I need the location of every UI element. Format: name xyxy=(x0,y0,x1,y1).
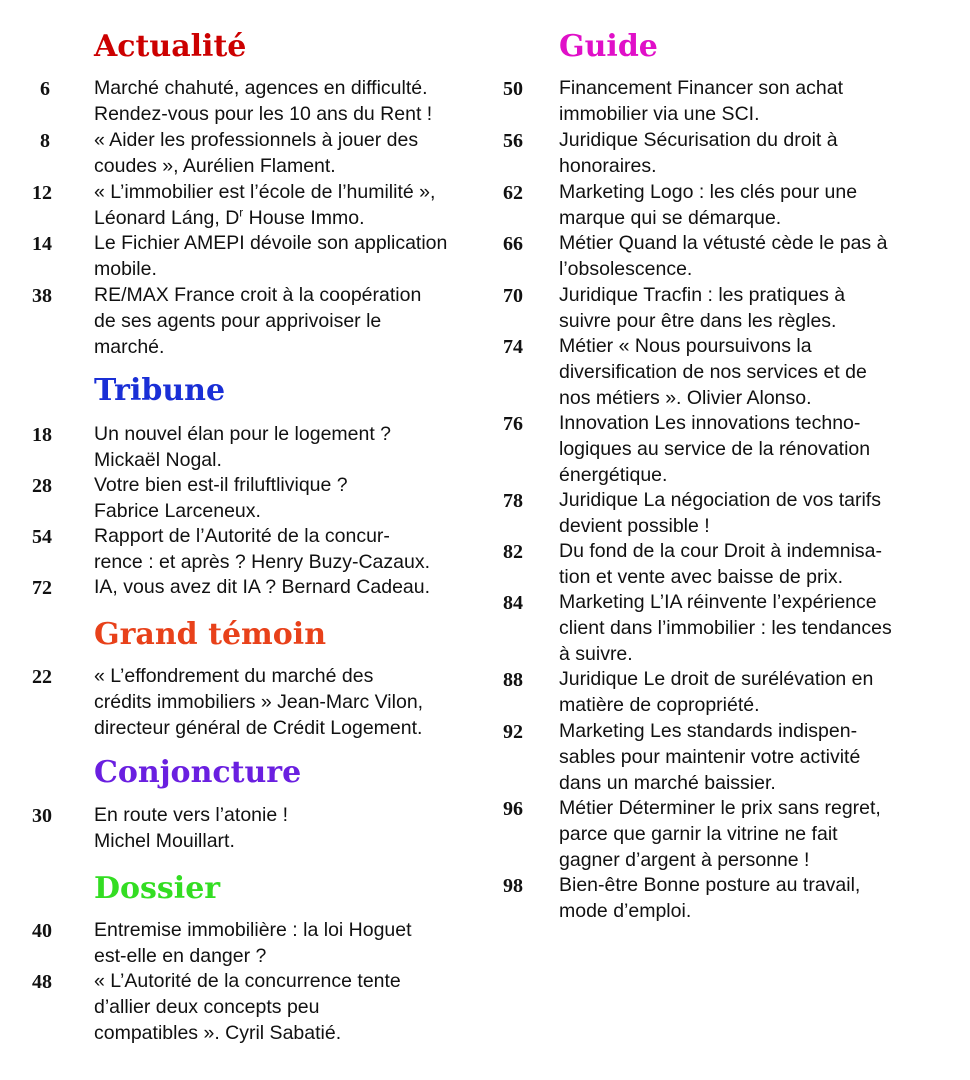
page-number: 78 xyxy=(503,490,523,512)
entry-text: Financement Financer son achat immobilier via une SCI. xyxy=(559,77,843,125)
entry-text: Marketing Logo : les clés pour une marque qui se démarque. xyxy=(559,181,858,229)
section-title-tribune: Tribune xyxy=(94,373,226,408)
entry-text: Marketing L’IA réinvente l’expérience client dans l’immobilier : les tendances à suivre. xyxy=(559,591,892,665)
entry-text: Bien-être Bonne posture au travail, mode d’emploi. xyxy=(559,874,861,922)
entry-text: Votre bien est-il friluftlivique ? Fabrice Larceneux. xyxy=(94,474,348,522)
page-number: 98 xyxy=(503,875,523,897)
page-number: 72 xyxy=(32,577,52,599)
entry-text: Du fond de la cour Droit à indemnisa- tion et vente avec baisse de prix. xyxy=(559,540,882,588)
page-number: 18 xyxy=(32,424,52,446)
entry-text: Marché chahuté, agences en difficulté. Rendez-vous pour les 10 ans du Rent ! xyxy=(94,77,433,125)
entry-text: En route vers l’atonie ! Michel Mouillart. xyxy=(94,804,289,852)
page-number: 96 xyxy=(503,798,523,820)
page-number: 92 xyxy=(503,721,523,743)
page-number: 84 xyxy=(503,592,523,614)
page-number: 76 xyxy=(503,413,523,435)
page-number: 28 xyxy=(32,475,52,497)
page-number: 48 xyxy=(32,971,52,993)
section-title-actualite: Actualité xyxy=(94,29,247,64)
entry-text: Un nouvel élan pour le logement ? Mickaël Nogal. xyxy=(94,423,392,471)
section-title-guide: Guide xyxy=(559,29,658,64)
entry-text: Marketing Les standards indispen- sables pour maintenir votre activité dans un marché baissier. xyxy=(559,720,861,794)
page-number: 54 xyxy=(32,526,52,548)
section-title-conjoncture: Conjoncture xyxy=(94,755,302,790)
entry-text: Juridique Tracfin : les pratiques à suivre pour être dans les règles. xyxy=(559,284,846,332)
page-number: 14 xyxy=(32,233,52,255)
entry-text: Juridique Sécurisation du droit à honoraires. xyxy=(559,129,838,177)
page-number: 22 xyxy=(32,666,52,688)
entry-text: Le Fichier AMEPI dévoile son application mobile. xyxy=(94,232,448,280)
entry-text: « L’Autorité de la concurrence tente d’allier deux concepts peu compatibles ». Cyril Sabatié. xyxy=(94,970,401,1044)
page-number: 70 xyxy=(503,285,523,307)
page-number: 6 xyxy=(40,78,50,100)
entry-text: Innovation Les innovations techno- logiques au service de la rénovation énergétique. xyxy=(559,412,871,486)
entry-text: « L’effondrement du marché des crédits immobiliers » Jean-Marc Vilon, directeur général de Crédit Logement. xyxy=(94,665,424,739)
entry-text: Rapport de l’Autorité de la concur- rence : et après ? Henry Buzy-Cazaux. xyxy=(94,525,430,573)
page-number: 66 xyxy=(503,233,523,255)
entry-text: Juridique La négociation de vos tarifs devient possible ! xyxy=(559,489,881,537)
page-number: 82 xyxy=(503,541,523,563)
page-number: 8 xyxy=(40,130,50,152)
entry-text: Métier « Nous poursuivons la diversification de nos services et de nos métiers ». Olivier Alonso. xyxy=(559,335,867,409)
page-number: 30 xyxy=(32,805,52,827)
page-number: 74 xyxy=(503,336,523,358)
entry-text: IA, vous avez dit IA ? Bernard Cadeau. xyxy=(94,576,431,598)
entry-text: Métier Déterminer le prix sans regret, parce que garnir la vitrine ne fait gagner d’argent à personne ! xyxy=(559,797,881,871)
section-title-grand-temoin: Grand témoin xyxy=(94,617,327,652)
entry-text: Métier Quand la vétusté cède le pas à l’obsolescence. xyxy=(559,232,888,280)
entry-text: RE/MAX France croit à la coopération de ses agents pour apprivoiser le marché. xyxy=(94,284,422,358)
page-number: 62 xyxy=(503,182,523,204)
entry-text: « L’immobilier est l’école de l’humilité », Léonard Láng, $D^r$ House Immo. xyxy=(94,181,436,229)
page-number: 50 xyxy=(503,78,523,100)
entry-text: Juridique Le droit de surélévation en matière de copropriété. xyxy=(559,668,874,716)
entry-text: Entremise immobilière : la loi Hoguet est-elle en danger ? xyxy=(94,919,412,967)
page-number: 40 xyxy=(32,920,52,942)
page-number: 12 xyxy=(32,182,52,204)
page-number: 56 xyxy=(503,130,523,152)
section-title-dossier: Dossier xyxy=(94,871,221,906)
entry-text: « Aider les professionnels à jouer des coudes », Aurélien Flament. xyxy=(94,129,419,177)
page-number: 88 xyxy=(503,669,523,691)
page-number: 38 xyxy=(32,285,52,307)
